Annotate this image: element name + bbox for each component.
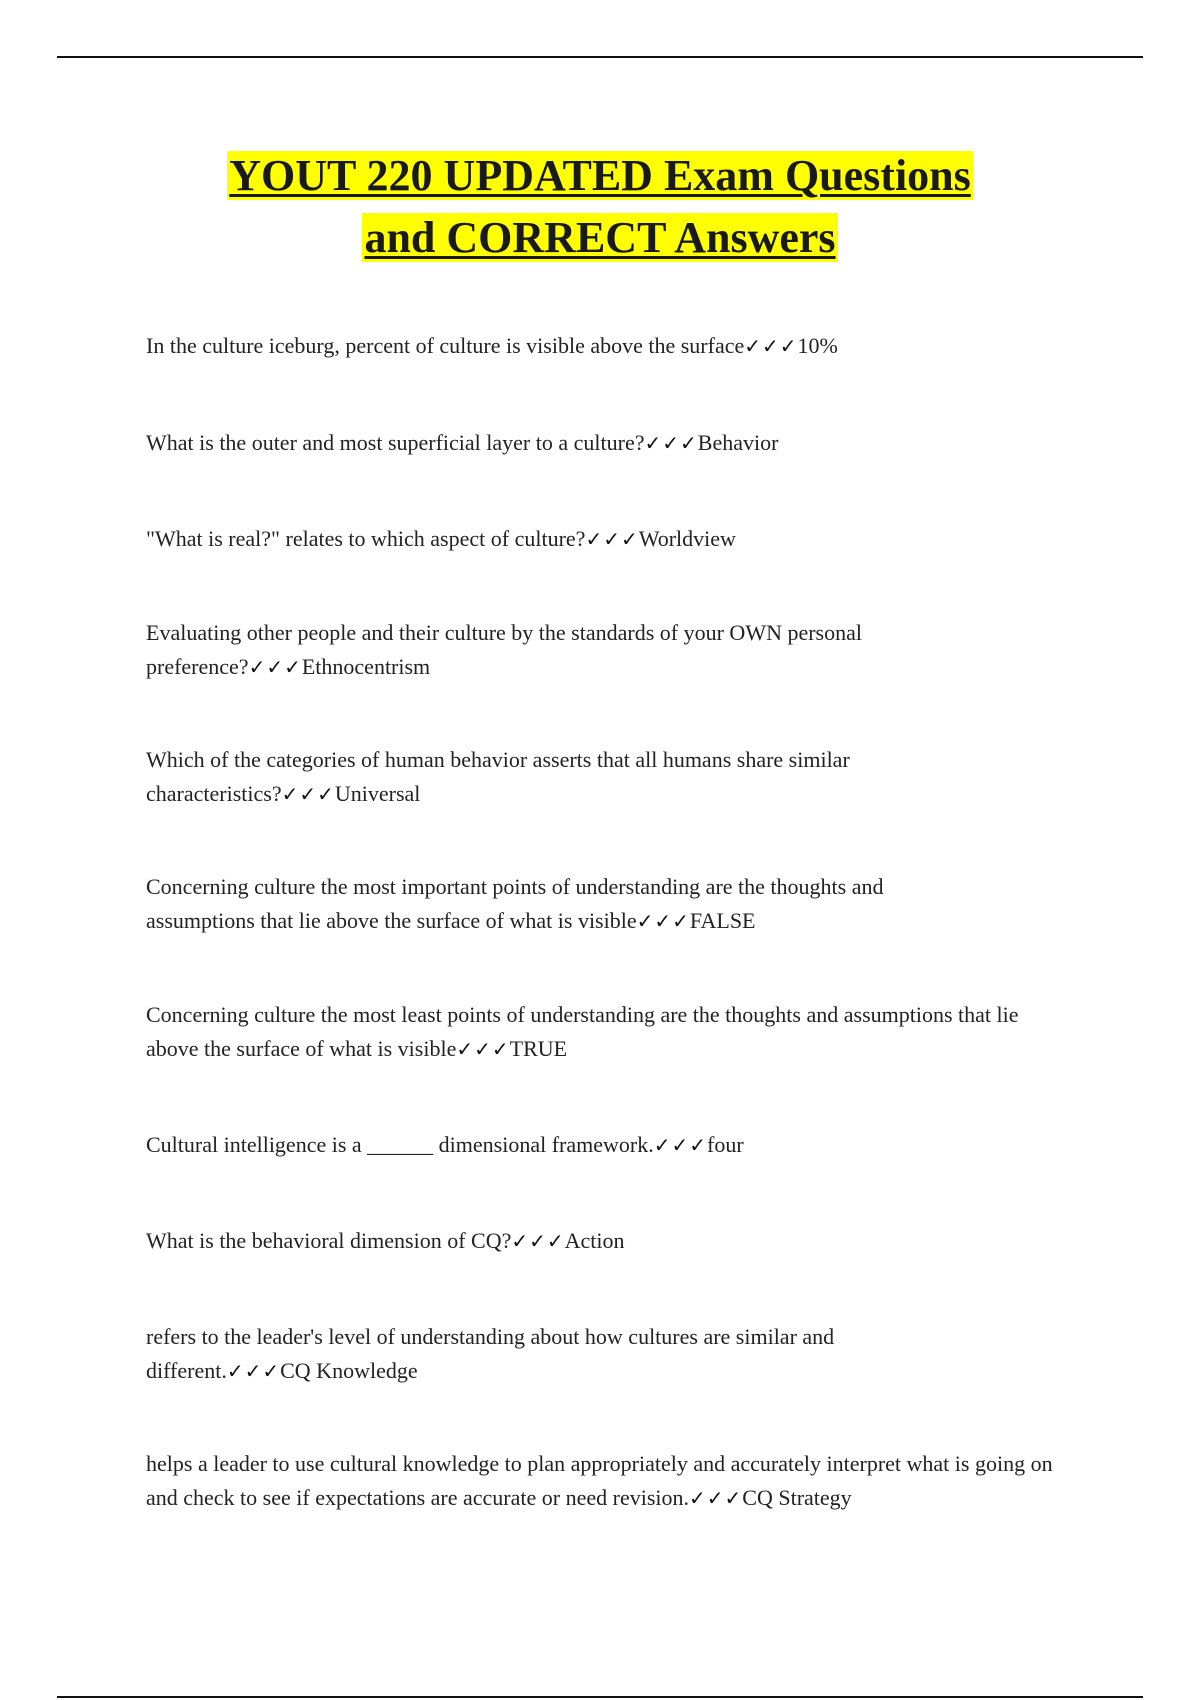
answer-text: CQ Knowledge	[280, 1358, 418, 1383]
title-line-2: and CORRECT Answers	[364, 213, 836, 262]
check-icon: ✓✓✓	[636, 909, 690, 933]
qa-item	[146, 870, 986, 938]
answer-text: Ethnocentrism	[301, 654, 431, 679]
qa-item	[146, 426, 1066, 460]
qa-item	[146, 1224, 1066, 1258]
qa-item	[146, 1447, 1071, 1515]
check-icon: ✓✓✓	[744, 334, 798, 358]
question-text: What is the behavioral dimension of CQ?	[146, 1228, 512, 1253]
answer-text: Behavior	[697, 430, 779, 455]
check-icon: ✓✓✓	[653, 1133, 707, 1157]
question-text: helps a leader to use cultural knowledge to plan appropriately and accurately interpret what is going on and check to see if expectations are accurate or need revision.	[146, 1451, 1053, 1510]
answer-text: four	[707, 1132, 744, 1157]
question-text: Evaluating other people and their culture by the standards of your OWN personal preference?	[146, 620, 862, 679]
question-text: What is the outer and most superficial layer to a culture?	[146, 430, 645, 455]
qa-item	[146, 522, 1066, 556]
answer-text: FALSE	[689, 908, 756, 933]
check-icon: ✓✓✓	[248, 655, 302, 679]
check-icon: ✓✓✓	[226, 1359, 281, 1383]
check-icon: ✓✓✓	[281, 782, 335, 806]
answer-text: Worldview	[638, 526, 736, 551]
question-text: Cultural intelligence is a ______ dimensional framework.	[146, 1132, 654, 1157]
answer-text: Action	[564, 1228, 625, 1253]
question-text: "What is real?" relates to which aspect of culture?	[146, 526, 586, 551]
check-icon: ✓✓✓	[689, 1486, 743, 1510]
title-line-1: YOUT 220 UPDATED Exam Questions	[229, 151, 971, 200]
bottom-rule	[57, 1696, 1143, 1698]
question-text: refers to the leader's level of understanding about how cultures are similar and different.	[146, 1324, 835, 1383]
qa-item	[146, 1128, 1066, 1162]
question-text: Which of the categories of human behavior asserts that all humans share similar characteristics?	[146, 747, 850, 806]
question-text: Concerning culture the most important points of understanding are the thoughts and assumptions that lie above the surface of what is visible	[146, 874, 884, 933]
question-text: Concerning culture the most least points of understanding are the thoughts and assumptions that lie above the surface of what is visible	[146, 1002, 1019, 1061]
qa-item	[146, 998, 1056, 1066]
answer-text: 10%	[797, 333, 838, 358]
qa-item	[146, 1320, 936, 1388]
qa-item	[146, 743, 946, 811]
check-icon: ✓✓✓	[585, 527, 639, 551]
check-icon: ✓✓✓	[511, 1229, 565, 1253]
answer-text: Universal	[334, 781, 421, 806]
check-icon: ✓✓✓	[456, 1037, 510, 1061]
qa-item	[146, 329, 1066, 363]
qa-item	[146, 616, 956, 684]
question-text: In the culture iceburg, percent of culture is visible above the surface	[146, 333, 745, 358]
answer-text: TRUE	[509, 1036, 568, 1061]
check-icon: ✓✓✓	[644, 431, 698, 455]
answer-text: CQ Strategy	[742, 1485, 852, 1510]
